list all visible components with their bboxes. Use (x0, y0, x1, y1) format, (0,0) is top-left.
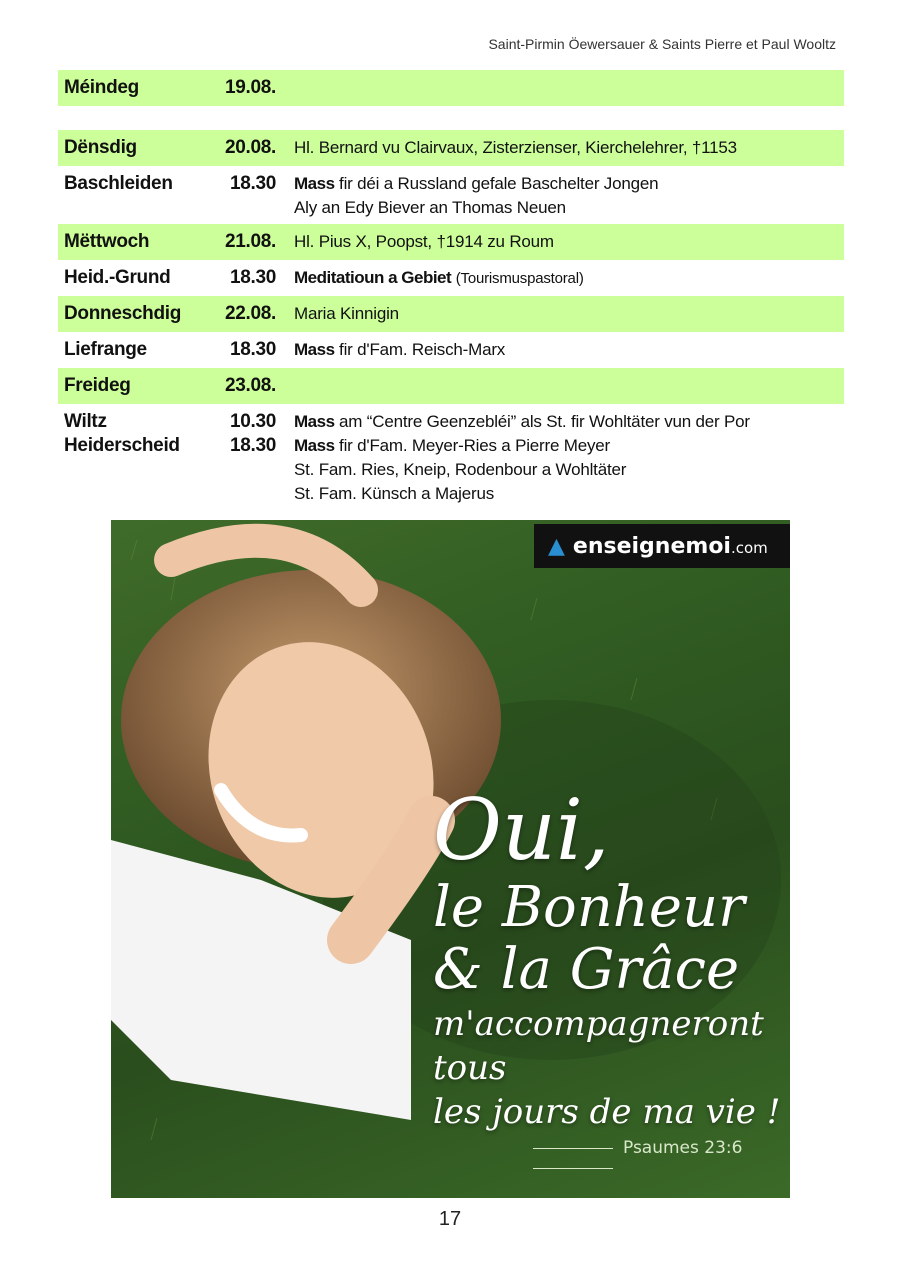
entry-line: fir d'Fam. Meyer-Ries a Pierre Meyer (334, 436, 610, 455)
time-label: 18.30 (229, 339, 276, 360)
event-title: Meditatioun a Gebiet (294, 268, 452, 287)
time-label: 18.30 (229, 267, 276, 288)
place-label: Wiltz (64, 411, 107, 432)
inspirational-image (111, 520, 790, 1198)
time-label: 18.30 (229, 435, 276, 456)
date-label: 22.08. (224, 303, 276, 324)
entry-text: Hl. Pius X, Poopst, †1914 zu Roum (294, 232, 554, 251)
brand-logo (534, 524, 790, 568)
entry-line: Aly an Edy Biever an Thomas Neuen (294, 198, 566, 217)
mass-label: Mass (294, 436, 335, 455)
table-row (58, 70, 844, 106)
brand-suffix: .com (730, 538, 768, 557)
quote-line: m'accompagneront tous (433, 1004, 764, 1088)
page-number: 17 (438, 1208, 462, 1230)
table-row (58, 166, 844, 224)
place-label: Heiderscheid (64, 435, 180, 456)
day-label: Freideg (64, 375, 131, 396)
time-label: 18.30 (229, 173, 276, 194)
place-label: Heid.-Grund (64, 267, 171, 288)
event-note: (Tourismuspastoral) (455, 270, 584, 287)
graduation-cap-icon: ▲ (548, 533, 565, 559)
table-row (58, 404, 844, 508)
quote-block (433, 782, 790, 1134)
entry-line: fir déi a Russland gefale Baschelter Jongen (334, 174, 659, 193)
date-label: 21.08. (224, 231, 276, 252)
table-row (58, 368, 844, 404)
time-labels (218, 410, 276, 458)
entry-line: am “Centre Geenzebléi” als St. fir Wohltäter vun der Por (334, 412, 750, 431)
running-header: Saint-Pirmin Öewersauer & Saints Pierre et Paul Wooltz (488, 36, 836, 52)
schedule-table (58, 70, 844, 508)
table-row (58, 130, 844, 166)
quote-line: & la Grâce (433, 937, 740, 1002)
entry-line: fir d'Fam. Reisch-Marx (334, 340, 506, 359)
day-label: Méindeg (64, 77, 139, 98)
mass-label: Mass (294, 340, 335, 359)
place-labels (64, 410, 180, 458)
entry-text: Maria Kinnigin (294, 304, 399, 323)
brand-name: enseignemoi (572, 533, 731, 559)
date-label: 19.08. (224, 77, 276, 98)
day-label: Donneschdig (64, 303, 182, 324)
place-label: Baschleiden (64, 173, 173, 194)
day-label: Dënsdig (64, 137, 137, 158)
entry-line: St. Fam. Ries, Kneip, Rodenbour a Wohltäter (294, 460, 627, 479)
table-row (58, 224, 844, 260)
quote-line: les jours de ma vie ! (433, 1092, 781, 1132)
day-label: Mëttwoch (64, 231, 150, 252)
quote-line: Oui, (433, 781, 610, 879)
entry-text (294, 172, 839, 220)
table-row (58, 260, 844, 296)
entry-line: St. Fam. Künsch a Majerus (294, 484, 495, 503)
entry-text (294, 338, 839, 362)
entry-text: Hl. Bernard vu Clairvaux, Zisterzienser, Kierchelehrer, †1153 (294, 138, 737, 157)
quote-line: le Bonheur (433, 875, 745, 940)
table-row (58, 332, 844, 368)
place-label: Liefrange (64, 339, 147, 360)
mass-label: Mass (294, 174, 335, 193)
entry-text (294, 266, 839, 290)
entry-text (294, 410, 839, 506)
date-label: 23.08. (224, 375, 276, 396)
date-label: 20.08. (224, 137, 276, 158)
psalm-reference: Psaumes 23:6 (523, 1138, 790, 1178)
table-row (58, 296, 844, 332)
mass-label: Mass (294, 412, 335, 431)
time-label: 10.30 (229, 411, 276, 432)
